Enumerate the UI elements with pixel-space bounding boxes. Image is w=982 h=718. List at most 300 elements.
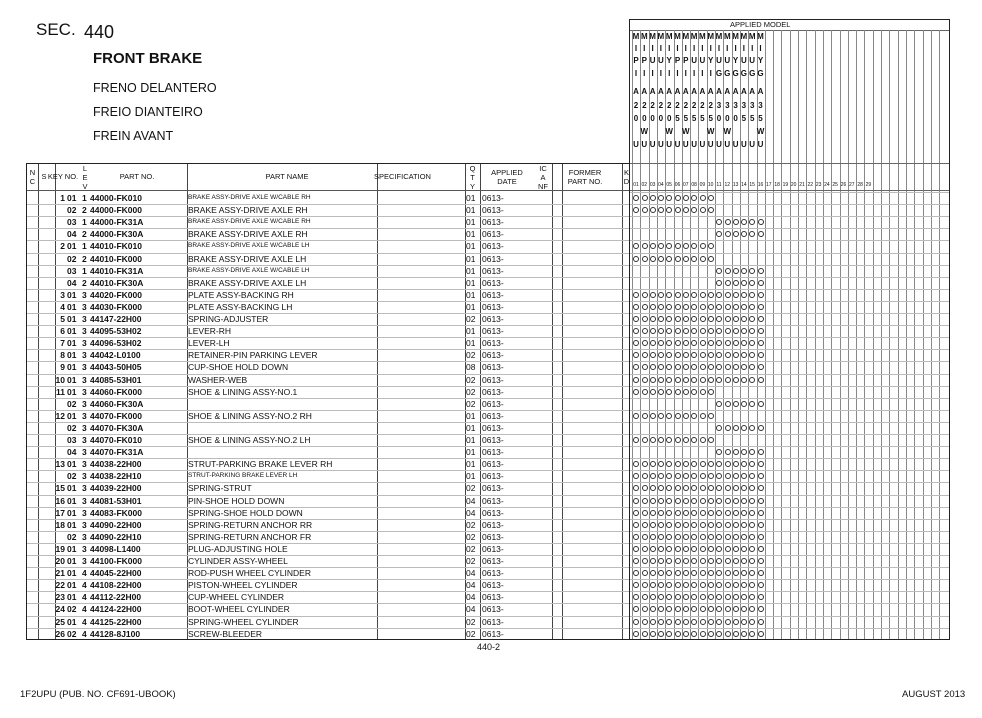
- applicability-circle: [716, 631, 722, 637]
- applicability-circle: [725, 546, 731, 552]
- quantity: 04: [466, 604, 476, 615]
- row-divider: [27, 531, 629, 532]
- sub-number: 01: [67, 568, 77, 579]
- model-row-line: [630, 337, 949, 338]
- applicability-circle: [642, 377, 648, 383]
- quantity: 04: [466, 580, 476, 591]
- level: 3: [82, 447, 87, 458]
- applicability-circle: [691, 594, 697, 600]
- part-name: SHOE & LINING ASSY-NO.1: [188, 386, 298, 397]
- applicability-circle: [658, 377, 664, 383]
- applicability-circle: [725, 498, 731, 504]
- applicability-circle: [633, 340, 639, 346]
- applicability-circle: [650, 498, 656, 504]
- quantity: 02: [466, 350, 476, 361]
- applicability-circle: [749, 425, 755, 431]
- applicability-circle: [683, 195, 689, 201]
- sub-number: 01: [67, 507, 77, 518]
- model-code-char: A: [658, 87, 664, 96]
- applicability-circle: [650, 619, 656, 625]
- level: 3: [82, 435, 87, 445]
- applicability-circle: [683, 619, 689, 625]
- part-number: 44045-22H00: [90, 568, 142, 579]
- applicability-circle: [642, 256, 648, 262]
- applicability-circle: [650, 352, 656, 358]
- model-row-line: [630, 482, 949, 483]
- applicability-circle: [691, 558, 697, 564]
- model-column-number: 04: [658, 182, 664, 188]
- applicability-circle: [666, 606, 672, 612]
- sub-number: 01: [67, 495, 77, 506]
- applicability-circle: [642, 582, 648, 588]
- model-code-char: U: [749, 56, 756, 65]
- part-number: 44085-53H01: [90, 374, 142, 385]
- model-code-char: 0: [716, 114, 722, 123]
- level: 1: [82, 241, 87, 252]
- part-number: 44039-22H00: [90, 483, 142, 494]
- applicability-circle: [758, 510, 764, 516]
- part-number: 44060-FK30A: [90, 398, 144, 409]
- applicability-circle: [691, 340, 697, 346]
- applicability-circle: [683, 498, 689, 504]
- parts-table: [26, 163, 630, 640]
- part-name: BRAKE ASSY-DRIVE AXLE W/CABLE RH: [188, 194, 311, 201]
- model-column-line: [773, 30, 774, 639]
- applicability-circle: [642, 304, 648, 310]
- table-row: [27, 216, 629, 228]
- applicability-circle: [741, 352, 747, 358]
- applicability-circle: [749, 594, 755, 600]
- applicability-circle: [650, 522, 656, 528]
- model-code-char: 2: [642, 101, 647, 110]
- row-divider: [27, 240, 629, 241]
- table-row: [27, 591, 629, 603]
- applicability-circle: [733, 304, 739, 310]
- applicability-circle: [725, 449, 731, 455]
- applied-date: 0613-: [482, 374, 504, 385]
- applicability-circle: [700, 522, 706, 528]
- model-code-char: I: [709, 44, 712, 53]
- applicability-circle: [675, 207, 681, 213]
- applicability-circle: [708, 243, 714, 249]
- applicability-circle: [658, 413, 664, 419]
- applicability-circle: [683, 377, 689, 383]
- applicability-circle: [733, 364, 739, 370]
- level: 3: [82, 519, 87, 530]
- applied-date: 0613-: [482, 568, 504, 579]
- model-row-line: [630, 470, 949, 471]
- model-column-line: [840, 30, 841, 639]
- applicability-circle: [691, 522, 697, 528]
- applicability-circle: [683, 364, 689, 370]
- applicability-circle: [683, 352, 689, 358]
- applied-date: 0613-: [482, 193, 504, 203]
- applicability-circle: [683, 292, 689, 298]
- applicability-circle: [733, 582, 739, 588]
- applicability-circle: [725, 461, 731, 467]
- applicability-circle: [733, 316, 739, 322]
- part-number: 44043-50H05: [90, 362, 142, 373]
- applicability-circle: [716, 304, 722, 310]
- key-number: 5: [60, 314, 65, 324]
- applicability-circle: [708, 594, 714, 600]
- applicability-circle: [633, 328, 639, 334]
- applicability-circle: [741, 510, 747, 516]
- applicability-circle: [650, 594, 656, 600]
- row-divider: [27, 325, 629, 326]
- model-column-line: [765, 30, 766, 639]
- model-code-char: 2: [683, 101, 689, 110]
- applicability-circle: [749, 401, 755, 407]
- applicability-circle: [725, 606, 731, 612]
- quantity: 01: [466, 229, 476, 240]
- model-column-line: [831, 30, 832, 639]
- applicability-circle: [708, 377, 714, 383]
- key-number: 8: [60, 350, 65, 361]
- quantity: 01: [466, 289, 476, 300]
- level: 1: [82, 217, 87, 228]
- applicability-circle: [700, 304, 706, 310]
- part-number: 44060-FK000: [90, 386, 142, 397]
- applicability-circle: [683, 582, 689, 588]
- model-code-char: A: [666, 87, 673, 96]
- model-row-line: [630, 325, 949, 326]
- applicability-circle: [650, 461, 656, 467]
- applicability-circle: [683, 207, 689, 213]
- applicability-circle: [633, 243, 639, 249]
- model-column-line: [798, 30, 799, 639]
- applicability-circle: [749, 219, 755, 225]
- applicability-circle: [733, 534, 739, 540]
- applicability-circle: [725, 582, 731, 588]
- level: 2: [82, 253, 87, 264]
- applicability-circle: [642, 389, 648, 395]
- row-divider: [27, 458, 629, 459]
- model-code-char: P: [674, 56, 681, 65]
- model-code-char: M: [699, 32, 706, 41]
- model-code-char: U: [741, 140, 747, 149]
- part-number: 44000-FK30A: [90, 229, 144, 240]
- row-divider: [27, 543, 629, 544]
- applicability-circle: [716, 219, 722, 225]
- applicability-circle: [758, 631, 764, 637]
- quantity: 02: [466, 616, 476, 627]
- applicability-circle: [758, 546, 764, 552]
- model-code-char: 3: [716, 101, 722, 110]
- applicability-circle: [633, 485, 639, 491]
- applied-date: 0613-: [482, 289, 504, 300]
- applicability-circle: [633, 558, 639, 564]
- model-code-char: U: [658, 140, 664, 149]
- applicability-circle: [633, 316, 639, 322]
- applicability-circle: [708, 340, 714, 346]
- model-row-line: [630, 398, 949, 399]
- applicability-circle: [642, 437, 648, 443]
- model-row-line: [630, 349, 949, 350]
- level: 3: [82, 495, 87, 506]
- applicability-circle: [675, 413, 681, 419]
- applied-date: 0613-: [482, 592, 504, 603]
- model-code-char: M: [649, 32, 656, 41]
- applicability-circle: [666, 256, 672, 262]
- applicability-circle: [650, 582, 656, 588]
- model-column-line: [898, 30, 899, 639]
- applied-date: 0613-: [482, 435, 504, 445]
- applicability-circle: [716, 328, 722, 334]
- row-divider: [27, 579, 629, 580]
- applicability-circle: [666, 534, 672, 540]
- applicability-circle: [650, 437, 656, 443]
- applicability-circle: [741, 219, 747, 225]
- model-code-char: I: [701, 44, 704, 53]
- model-column-line: [931, 30, 932, 639]
- sub-number: 01: [67, 362, 77, 373]
- applicability-circle: [700, 606, 706, 612]
- part-name: BRAKE ASSY-DRIVE AXLE LH: [188, 277, 307, 288]
- sub-number: 01: [67, 519, 77, 530]
- key-number: 26: [55, 628, 65, 639]
- applicability-circle: [749, 231, 755, 237]
- applicability-circle: [708, 558, 714, 564]
- applicability-circle: [749, 498, 755, 504]
- part-number: 44010-FK30A: [90, 277, 144, 288]
- model-code-char: I: [734, 44, 737, 53]
- model-row-line: [630, 192, 949, 193]
- model-code-char: A: [682, 87, 689, 96]
- applicability-circle: [716, 340, 722, 346]
- model-code-char: M: [757, 32, 764, 41]
- level: 3: [82, 410, 87, 421]
- applicability-circle: [758, 219, 764, 225]
- model-code-char: A: [641, 87, 648, 96]
- applicability-circle: [683, 558, 689, 564]
- applicability-circle: [691, 256, 697, 262]
- quantity: 02: [466, 543, 476, 554]
- sub-number: 04: [67, 277, 77, 288]
- applicability-circle: [741, 364, 747, 370]
- model-code-char: 3: [758, 101, 763, 110]
- model-code-char: 3: [749, 101, 755, 110]
- level: 4: [82, 628, 87, 639]
- applicability-circle: [666, 207, 672, 213]
- model-column-line: [856, 30, 857, 639]
- section-label: SEC.: [36, 20, 76, 39]
- part-number: 44070-FK000: [90, 410, 142, 421]
- row-divider: [27, 495, 629, 496]
- part-number: 44000-FK31A: [90, 217, 144, 228]
- applicability-circle: [642, 631, 648, 637]
- applicability-circle: [749, 485, 755, 491]
- applicability-circle: [666, 522, 672, 528]
- row-divider: [27, 410, 629, 411]
- level: 3: [82, 398, 87, 409]
- applicability-circle: [642, 522, 648, 528]
- model-row-line: [630, 616, 949, 617]
- applicability-circle: [700, 243, 706, 249]
- quantity: 02: [466, 556, 476, 566]
- applicability-circle: [758, 280, 764, 286]
- applicability-circle: [700, 473, 706, 479]
- quantity: 04: [466, 568, 476, 579]
- applicability-circle: [749, 582, 755, 588]
- key-number: 22: [55, 580, 65, 591]
- applicability-circle: [733, 461, 739, 467]
- applicability-circle: [708, 316, 714, 322]
- row-divider: [27, 628, 629, 629]
- title-spanish: FRENO DELANTERO: [93, 81, 217, 95]
- applicability-circle: [749, 304, 755, 310]
- applicability-circle: [733, 594, 739, 600]
- model-code-char: 0: [650, 114, 655, 123]
- model-code-char: I: [751, 44, 754, 53]
- applicability-circle: [675, 631, 681, 637]
- applied-date: 0613-: [482, 628, 504, 639]
- table-row: [27, 277, 629, 289]
- applied-date: 0613-: [482, 301, 504, 312]
- applicability-circle: [716, 377, 722, 383]
- part-name: CUP-WHEEL CYLINDER: [188, 592, 285, 603]
- applicability-circle: [658, 389, 664, 395]
- table-row: [27, 228, 629, 240]
- applicability-circle: [708, 364, 714, 370]
- model-row-line: [630, 216, 949, 217]
- model-code-char: Y: [732, 56, 739, 65]
- applied-date: 0613-: [482, 471, 504, 482]
- applicability-circle: [741, 304, 747, 310]
- applicability-circle: [666, 485, 672, 491]
- applicability-circle: [733, 570, 739, 576]
- applicability-circle: [642, 485, 648, 491]
- level: 3: [82, 543, 87, 554]
- applicability-circle: [666, 413, 672, 419]
- model-code-char: I: [692, 69, 696, 78]
- applicability-circle: [642, 243, 648, 249]
- applicability-circle: [650, 195, 656, 201]
- applicability-circle: [691, 304, 697, 310]
- part-number: 44112-22H00: [90, 592, 142, 603]
- key-no-header: KEY NO.: [47, 172, 79, 181]
- applicability-circle: [700, 461, 706, 467]
- model-code-char: A: [649, 87, 656, 96]
- level: 3: [82, 301, 87, 312]
- model-row-line: [630, 361, 949, 362]
- model-column-line: [889, 30, 890, 639]
- part-name: SHOE & LINING ASSY-NO.2 RH: [188, 410, 312, 421]
- table-row: [27, 240, 629, 252]
- model-row-line: [630, 603, 949, 604]
- model-column-number: 23: [815, 182, 822, 188]
- model-code-char: I: [759, 44, 762, 53]
- model-code-char: G: [740, 69, 747, 78]
- applied-date: 0613-: [482, 241, 504, 252]
- applicability-circle: [642, 328, 648, 334]
- model-code-char: 2: [650, 101, 655, 110]
- table-row: [27, 519, 629, 531]
- row-divider: [27, 265, 629, 266]
- applicability-circle: [691, 510, 697, 516]
- model-column-line: [790, 30, 791, 639]
- table-row: [27, 507, 629, 519]
- applicability-circle: [675, 256, 681, 262]
- applicability-circle: [675, 546, 681, 552]
- model-code-char: I: [684, 44, 687, 53]
- applicability-circle: [758, 425, 764, 431]
- applicability-circle: [633, 292, 639, 298]
- row-divider: [27, 434, 629, 435]
- applied-date: 0613-: [482, 362, 504, 373]
- applicability-circle: [733, 425, 739, 431]
- model-column-number: 18: [774, 182, 780, 188]
- part-number: 44042-L0100: [90, 350, 141, 361]
- applicability-circle: [658, 485, 664, 491]
- applicability-circle: [725, 268, 731, 274]
- applicability-circle: [708, 473, 714, 479]
- applicability-circle: [700, 364, 706, 370]
- applicability-circle: [725, 352, 731, 358]
- applicability-circle: [658, 570, 664, 576]
- level: 4: [82, 580, 87, 591]
- model-code-char: I: [668, 69, 671, 78]
- applicability-circle: [691, 413, 697, 419]
- level: 3: [82, 350, 87, 361]
- quantity: 02: [466, 374, 476, 385]
- model-column-number: 17: [766, 182, 772, 188]
- sub-number: 01: [67, 483, 77, 494]
- applicability-circle: [725, 631, 731, 637]
- model-column-number: 16: [757, 182, 764, 188]
- applicability-circle: [683, 304, 689, 310]
- key-number: 9: [60, 362, 65, 373]
- level: 3: [82, 362, 87, 373]
- part-name: LEVER-RH: [188, 326, 231, 337]
- table-row: [27, 398, 629, 410]
- row-divider: [27, 374, 629, 375]
- table-row: [27, 192, 629, 204]
- model-code-char: I: [742, 44, 745, 53]
- applicability-circle: [716, 534, 722, 540]
- model-row-line: [630, 458, 949, 459]
- model-row-line: [630, 265, 949, 266]
- applicability-circle: [633, 256, 639, 262]
- applicability-circle: [700, 292, 706, 298]
- model-code-char: M: [690, 32, 698, 41]
- applicability-circle: [691, 316, 697, 322]
- applicability-circle: [691, 364, 697, 370]
- applicability-circle: [749, 606, 755, 612]
- sub-number: 01: [67, 350, 77, 361]
- quantity: 04: [466, 495, 476, 506]
- part-number: 44125-22H00: [90, 616, 142, 627]
- model-code-char: A: [716, 87, 722, 96]
- model-code-char: I: [676, 44, 679, 53]
- applicability-circle: [675, 570, 681, 576]
- model-code-char: U: [699, 140, 706, 149]
- applicability-circle: [633, 207, 639, 213]
- applicability-circle: [633, 606, 639, 612]
- applicability-circle: [633, 498, 639, 504]
- applicability-circle: [642, 413, 648, 419]
- part-name: SCREW-BLEEDER: [188, 628, 262, 639]
- applicability-circle: [691, 631, 697, 637]
- applicability-circle: [633, 546, 639, 552]
- table-row: [27, 265, 629, 277]
- key-number: 12: [55, 410, 65, 421]
- level: 3: [82, 338, 87, 349]
- model-code-char: 5: [741, 114, 747, 123]
- table-row: [27, 579, 629, 591]
- applicability-circle: [666, 195, 672, 201]
- applicability-circle: [691, 461, 697, 467]
